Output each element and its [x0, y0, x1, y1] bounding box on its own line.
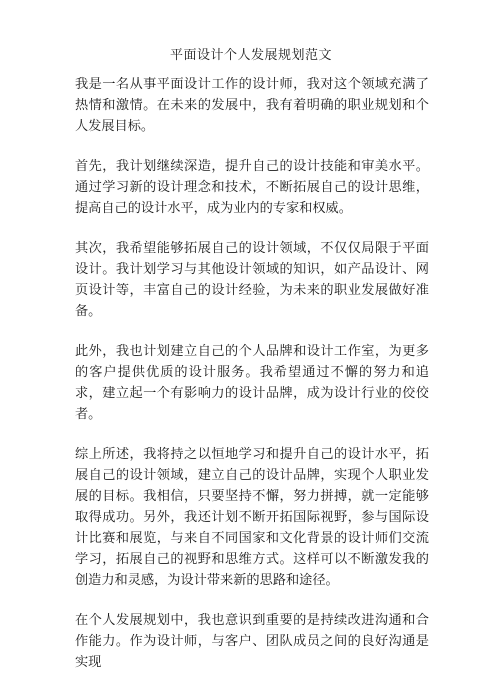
- document-body: [75, 74, 429, 692]
- paragraph-second-plan: 其次，我希望能够拓展自己的设计领域，不仅仅局限于平面设计。我计划学习与其他设计领域的知识，如产品设计、网页设计等，丰富自己的设计经验，为未来的职业发展做好准备。: [75, 241, 429, 319]
- document-title: 平面设计个人发展规划范文: [169, 48, 332, 63]
- paragraph-third-plan: 此外，我也计划建立自己的个人品牌和设计工作室，为更多的客户提供优质的设计服务。我希望通过不懈的努力和追求，建立起一个有影响力的设计品牌，成为设计行业的佼佼者。: [75, 344, 429, 422]
- paragraph-communication: 在个人发展规划中，我也意识到重要的是持续改进沟通和合作能力。作为设计师，与客户、团队成员之间的良好沟通是实现: [75, 613, 429, 670]
- paragraph-summary: 综上所述，我将持之以恒地学习和提升自己的设计水平，拓展自己的设计领域，建立自己的设计品牌，实现个人职业发展的目标。我相信，只要坚持不懈，努力拼搏，就一定能够取得成功。另外，我还计划不断开拓国际视野，参与国际设计比赛和展览，与来自不同国家和文化背景的设计师们交流学习，拓展自己的视野和思维方式。这样可以不断激发我的创造力和灵感，为设计带来新的思路和途径。: [75, 447, 429, 588]
- paragraph-first-plan: 首先，我计划继续深造，提升自己的设计技能和审美水平。通过学习新的设计理念和技术，不断拓展自己的设计思维，提高自己的设计水平，成为业内的专家和权威。: [75, 159, 429, 216]
- paragraph-intro: 我是一名从事平面设计工作的设计师，我对这个领域充满了热情和激情。在未来的发展中，我有着明确的职业规划和个人发展目标。: [75, 77, 429, 134]
